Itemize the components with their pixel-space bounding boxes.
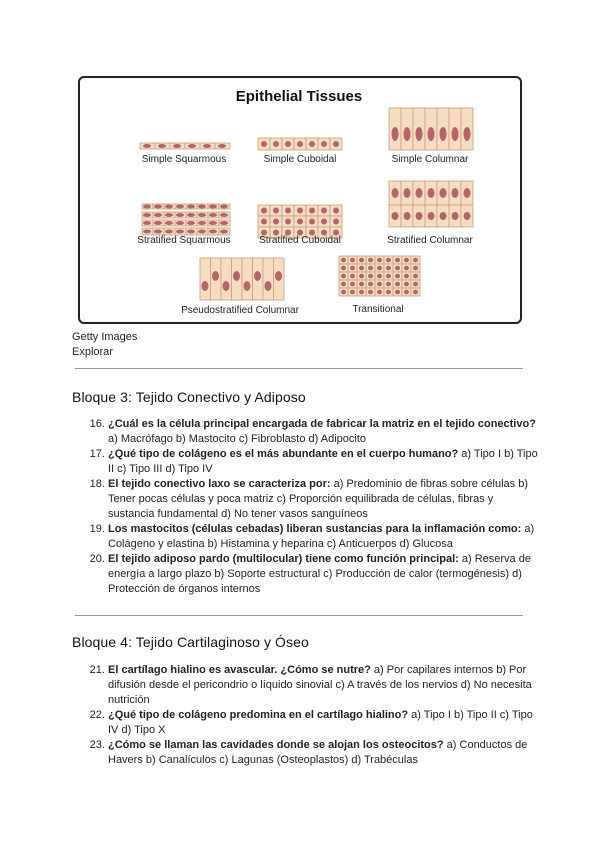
nucleus [386, 290, 391, 295]
nucleus [143, 230, 151, 234]
nucleus [176, 213, 184, 217]
label-pseudostratified-columnar: Pseudostratified Columnar [181, 305, 299, 316]
nucleus [209, 205, 217, 209]
question-text: El cartílago hialino es avascular. ¿Cómo se nutre? [108, 664, 371, 676]
nucleus [273, 208, 279, 214]
divider [75, 615, 523, 616]
nucleus [413, 274, 418, 279]
explore-link[interactable]: Explorar [72, 346, 113, 358]
nucleus [285, 219, 291, 225]
nucleus [187, 213, 195, 217]
epithelial-tissues-diagram [80, 78, 520, 322]
nucleus [464, 188, 471, 198]
nucleus [368, 274, 373, 279]
nucleus [464, 212, 471, 220]
label-simple-cuboidal: Simple Cuboidal [263, 154, 337, 165]
nucleus [209, 221, 217, 225]
nucleus [377, 282, 382, 287]
divider [75, 368, 523, 369]
nucleus [297, 141, 303, 147]
nucleus [386, 282, 391, 287]
nucleus [452, 188, 459, 198]
nucleus [341, 274, 346, 279]
nucleus [350, 258, 355, 263]
nucleus [359, 258, 364, 263]
nucleus [198, 213, 206, 217]
nucleus [333, 208, 339, 214]
nucleus [452, 127, 459, 141]
nucleus [188, 144, 196, 148]
nucleus [187, 205, 195, 209]
question-text: ¿Cuál es la célula principal encargada de fabricar la matriz en el tejido conectivo? [108, 418, 536, 430]
nucleus [165, 230, 173, 234]
answer-options: a) Tipo I b) Tipo II c) Tipo IV d) Tipo X [108, 709, 533, 736]
nucleus [377, 266, 382, 271]
nucleus [350, 274, 355, 279]
nucleus [392, 212, 399, 220]
nucleus [359, 274, 364, 279]
nucleus [377, 274, 382, 279]
question-23 [108, 738, 538, 768]
nucleus [386, 274, 391, 279]
nucleus [176, 205, 184, 209]
nucleus [350, 266, 355, 271]
nucleus [464, 127, 471, 141]
nucleus [143, 221, 151, 225]
nucleus [275, 271, 282, 281]
nucleus [359, 290, 364, 295]
image-credit: Getty Images [72, 331, 138, 343]
figure-title: Epithelial Tissues [235, 88, 363, 105]
nucleus [395, 266, 400, 271]
nucleus [404, 290, 409, 295]
nucleus [341, 266, 346, 271]
question-text: ¿Qué tipo de colágeno es el más abundante en el cuerpo humano? [108, 448, 459, 460]
question-text: ¿Qué tipo de colágeno predomina en el cartílago hialino? [108, 709, 409, 721]
question-19 [108, 522, 538, 552]
nucleus [202, 281, 209, 291]
label-simple-squamous: Simple Squarmous [141, 154, 227, 165]
nucleus [341, 290, 346, 295]
nucleus [395, 282, 400, 287]
question-16 [108, 417, 538, 447]
nucleus [309, 219, 315, 225]
nucleus [173, 144, 181, 148]
nucleus [154, 230, 162, 234]
nucleus [368, 282, 373, 287]
question-text: El tejido conectivo laxo se caracteriza por: [108, 478, 331, 490]
nucleus [220, 205, 228, 209]
nucleus [165, 213, 173, 217]
nucleus [333, 141, 339, 147]
nucleus [404, 127, 411, 141]
nucleus [209, 230, 217, 234]
nucleus [198, 230, 206, 234]
nucleus [386, 266, 391, 271]
pseudostratified-cell [200, 258, 211, 300]
nucleus [440, 188, 447, 198]
answer-options: a) Por capilares internos b) Por difusión desde el pericondrio o líquido sinovial c) A través de los nervios d) No necesita nutrición [108, 664, 532, 706]
label-stratified-cuboidal: Stratified Cuboidal [259, 235, 341, 246]
nucleus [395, 290, 400, 295]
nucleus [309, 208, 315, 214]
block-4-heading: Bloque 4: Tejido Cartilaginoso y Óseo [72, 634, 309, 650]
pseudostratified-cell [242, 258, 253, 300]
block-3-questions [88, 417, 538, 597]
nucleus [413, 290, 418, 295]
nucleus [440, 212, 447, 220]
nucleus [165, 205, 173, 209]
nucleus [413, 258, 418, 263]
nucleus [333, 219, 339, 225]
nucleus [154, 221, 162, 225]
nucleus [428, 127, 435, 141]
epithelial-tissues-figure [78, 76, 522, 324]
nucleus [392, 127, 399, 141]
label-simple-columnar: Simple Columnar [391, 154, 469, 165]
nucleus [395, 258, 400, 263]
nucleus [359, 282, 364, 287]
nucleus [404, 282, 409, 287]
nucleus [404, 188, 411, 198]
nucleus [261, 208, 267, 214]
nucleus [404, 258, 409, 263]
question-text: ¿Cómo se llaman las cavidades donde se alojan los osteocitos? [108, 739, 444, 751]
nucleus [209, 213, 217, 217]
nucleus [416, 212, 423, 220]
nucleus [297, 219, 303, 225]
nucleus [368, 266, 373, 271]
nucleus [416, 188, 423, 198]
nucleus [321, 208, 327, 214]
nucleus [220, 213, 228, 217]
question-text: Los mastocitos (células cebadas) liberan sustancias para la inflamación como: [108, 523, 522, 535]
answer-options: a) Colágeno y elastina b) Histamina y heparina c) Anticuerpos d) Glucosa [108, 523, 535, 550]
nucleus [143, 205, 151, 209]
nucleus [386, 258, 391, 263]
question-21 [108, 663, 538, 708]
nucleus [165, 221, 173, 225]
nucleus [350, 282, 355, 287]
nucleus [254, 271, 261, 281]
nucleus [265, 281, 272, 291]
nucleus [220, 221, 228, 225]
nucleus [218, 144, 226, 148]
nucleus [440, 127, 447, 141]
answer-options: a) Tipo I b) Tipo II c) Tipo III d) Tipo IV [108, 448, 538, 475]
answer-options: a) Predominio de fibras sobre células b) Tener pocas células y poca matriz c) Proporción equilibrada de células, fibras y sustancia fundamental d) No tener vasos sanguíneos [108, 478, 529, 520]
question-text: El tejido adiposo pardo (multilocular) tiene como función principal: [108, 553, 459, 565]
nucleus [395, 274, 400, 279]
nucleus [176, 230, 184, 234]
question-20 [108, 552, 538, 597]
answer-options: a) Conductos de Havers b) Canalículos c) Lagunas (Osteoplastos) d) Trabéculas [108, 739, 528, 766]
label-stratified-columnar: Stratified Columnar [387, 235, 473, 246]
nucleus [154, 213, 162, 217]
pseudostratified-cell [263, 258, 274, 300]
block-3-heading: Bloque 3: Tejido Conectivo y Adiposo [72, 389, 306, 405]
nucleus [404, 274, 409, 279]
nucleus [392, 188, 399, 198]
nucleus [309, 141, 315, 147]
nucleus [350, 290, 355, 295]
nucleus [377, 290, 382, 295]
nucleus [158, 144, 166, 148]
nucleus [203, 144, 211, 148]
nucleus [297, 208, 303, 214]
nucleus [273, 141, 279, 147]
nucleus [413, 282, 418, 287]
nucleus [341, 258, 346, 263]
nucleus [341, 282, 346, 287]
nucleus [198, 221, 206, 225]
nucleus [404, 212, 411, 220]
nucleus [285, 141, 291, 147]
nucleus [261, 219, 267, 225]
nucleus [187, 230, 195, 234]
block-4-questions [88, 663, 538, 768]
nucleus [261, 141, 267, 147]
question-17 [108, 447, 538, 477]
nucleus [233, 271, 240, 281]
nucleus [377, 258, 382, 263]
tissue-illustrations [140, 108, 473, 300]
nucleus [273, 219, 279, 225]
nucleus [143, 213, 151, 217]
nucleus [212, 271, 219, 281]
nucleus [428, 188, 435, 198]
pseudostratified-cell [221, 258, 232, 300]
nucleus [452, 212, 459, 220]
nucleus [428, 212, 435, 220]
answer-options: a) Macrófago b) Mastocito c) Fibroblasto d) Adipocito [108, 433, 367, 445]
nucleus [220, 230, 228, 234]
answer-options: a) Reserva de energía a largo plazo b) Soporte estructural c) Producción de calor (termogénesis) d) Protección de órganos internos [108, 553, 531, 595]
nucleus [359, 266, 364, 271]
label-stratified-squamous: Stratified Squarmous [137, 235, 231, 246]
nucleus [176, 221, 184, 225]
nucleus [198, 205, 206, 209]
nucleus [285, 208, 291, 214]
nucleus [154, 205, 162, 209]
nucleus [416, 127, 423, 141]
nucleus [404, 266, 409, 271]
label-transitional: Transitional [352, 304, 404, 315]
nucleus [244, 281, 251, 291]
nucleus [368, 258, 373, 263]
nucleus [321, 141, 327, 147]
question-22 [108, 708, 538, 738]
nucleus [321, 219, 327, 225]
nucleus [223, 281, 230, 291]
question-18 [108, 477, 538, 522]
nucleus [187, 221, 195, 225]
nucleus [413, 266, 418, 271]
nucleus [143, 144, 151, 148]
nucleus [368, 290, 373, 295]
